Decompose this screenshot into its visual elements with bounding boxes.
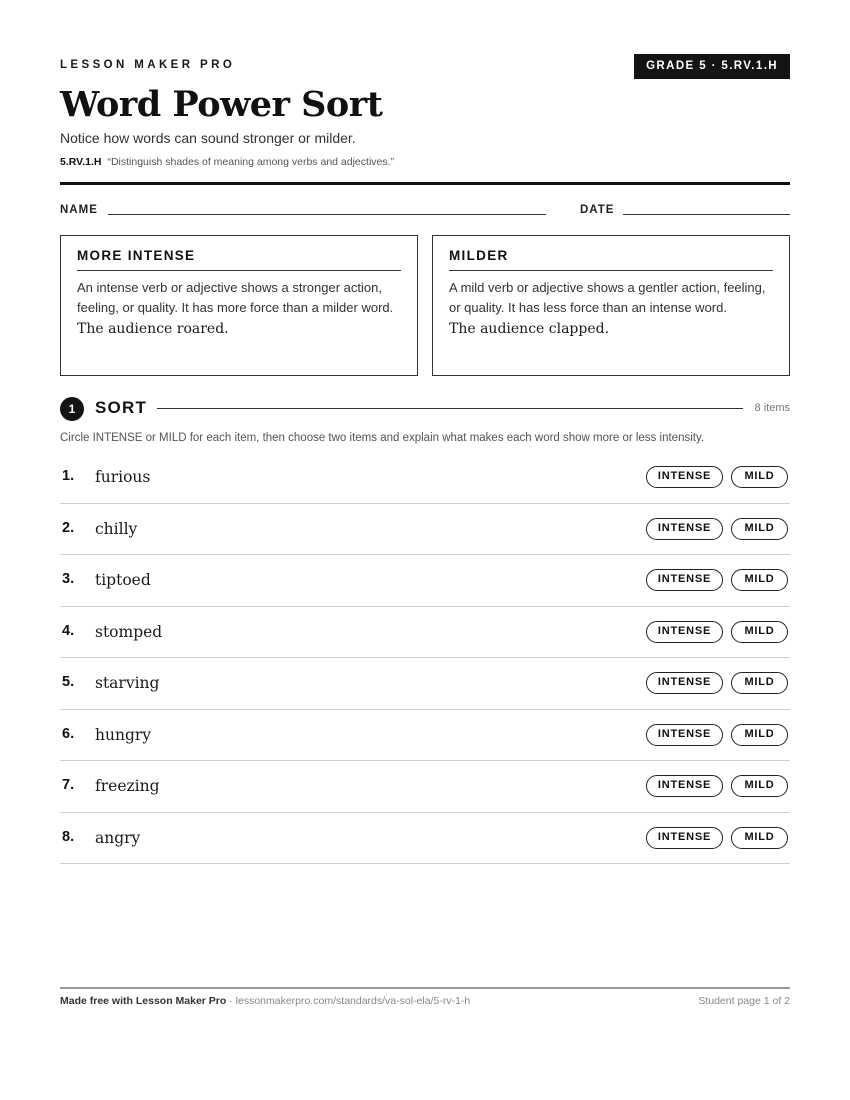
page-subtitle: Notice how words can sound stronger or milder.	[60, 130, 356, 146]
item-word: starving	[95, 674, 160, 692]
item-word: chilly	[95, 519, 138, 538]
intense-option[interactable]: INTENSE	[646, 569, 723, 591]
sort-item	[60, 761, 790, 813]
mild-option[interactable]: MILD	[731, 775, 788, 797]
mild-option[interactable]: MILD	[731, 724, 788, 746]
date-field[interactable]	[623, 214, 790, 215]
item-count: 8 items	[754, 402, 790, 414]
item-number: 2.	[62, 519, 75, 536]
sort-item	[60, 813, 790, 865]
sort-item-list	[60, 452, 790, 864]
intense-option[interactable]: INTENSE	[646, 518, 723, 540]
item-word: angry	[95, 828, 141, 847]
item-word: hungry	[95, 725, 152, 744]
card-definition: A mild verb or adjective shows a gentler action, feeling, or quality. It has less force than an intense word.	[449, 280, 766, 315]
intense-option[interactable]: INTENSE	[646, 724, 723, 746]
section-instructions: Circle INTENSE or MILD for each item, then choose two items and explain what makes each word show more or less intensity.	[60, 432, 705, 444]
section-divider	[157, 408, 743, 409]
card-definition: An intense verb or adjective shows a stronger action, feeling, or quality. It has more force than a milder word.	[77, 280, 394, 315]
standard-reference	[60, 156, 394, 168]
card-example: The audience roared.	[77, 321, 229, 337]
mild-option[interactable]: MILD	[731, 569, 788, 591]
intense-option[interactable]: INTENSE	[646, 621, 723, 643]
footer-url[interactable]: lessonmakerpro.com/standards/va-sol-ela/5-rv-1-h	[235, 995, 471, 1007]
item-number: 3.	[62, 571, 75, 587]
item-word: furious	[95, 468, 151, 486]
standard-text: “Distinguish shades of meaning among verbs and adjectives.”	[107, 156, 395, 168]
intense-option[interactable]: INTENSE	[646, 672, 723, 694]
intense-option[interactable]: INTENSE	[646, 827, 723, 849]
mild-option[interactable]: MILD	[731, 621, 788, 643]
sort-item	[60, 452, 790, 504]
name-label: NAME	[60, 204, 98, 216]
mild-option[interactable]: MILD	[731, 827, 788, 849]
milder-definition-card	[432, 235, 790, 376]
intense-definition-card	[60, 235, 418, 376]
sort-item	[60, 504, 790, 556]
brand-name: LESSON MAKER PRO	[60, 59, 236, 71]
card-example: The audience clapped.	[449, 321, 610, 337]
footer-divider	[60, 987, 790, 989]
footer-made-with: Made free with Lesson Maker Pro	[60, 995, 227, 1007]
sort-item	[60, 555, 790, 607]
item-word: freezing	[95, 777, 160, 795]
card-heading: MORE INTENSE	[77, 248, 401, 271]
name-field[interactable]	[108, 214, 546, 215]
section-number-badge: 1	[60, 397, 84, 421]
grade-badge: GRADE 5 · 5.RV.1.H	[634, 54, 790, 79]
item-number: 7.	[62, 777, 75, 793]
item-word: tiptoed	[95, 571, 151, 589]
worksheet-page	[60, 0, 790, 1100]
footer-separator: ·	[226, 995, 236, 1007]
mild-option[interactable]: MILD	[731, 466, 788, 488]
page-indicator: Student page 1 of 2	[698, 995, 790, 1007]
intense-option[interactable]: INTENSE	[646, 466, 723, 488]
item-number: 4.	[62, 622, 75, 639]
footer-credit	[60, 995, 470, 1007]
page-title: Word Power Sort	[60, 84, 383, 125]
mild-option[interactable]: MILD	[731, 518, 788, 540]
header-divider	[60, 182, 790, 185]
sort-item	[60, 607, 790, 659]
intense-option[interactable]: INTENSE	[646, 775, 723, 797]
item-number: 6.	[62, 725, 75, 742]
card-heading: MILDER	[449, 248, 773, 271]
item-number: 1.	[62, 468, 75, 484]
date-label: DATE	[580, 204, 615, 216]
sort-item	[60, 658, 790, 710]
mild-option[interactable]: MILD	[731, 672, 788, 694]
standard-code: 5.RV.1.H	[60, 156, 102, 168]
item-number: 5.	[62, 674, 75, 690]
item-number: 8.	[62, 828, 75, 845]
item-word: stomped	[95, 622, 163, 641]
sort-item	[60, 710, 790, 762]
section-title: SORT	[95, 398, 148, 417]
